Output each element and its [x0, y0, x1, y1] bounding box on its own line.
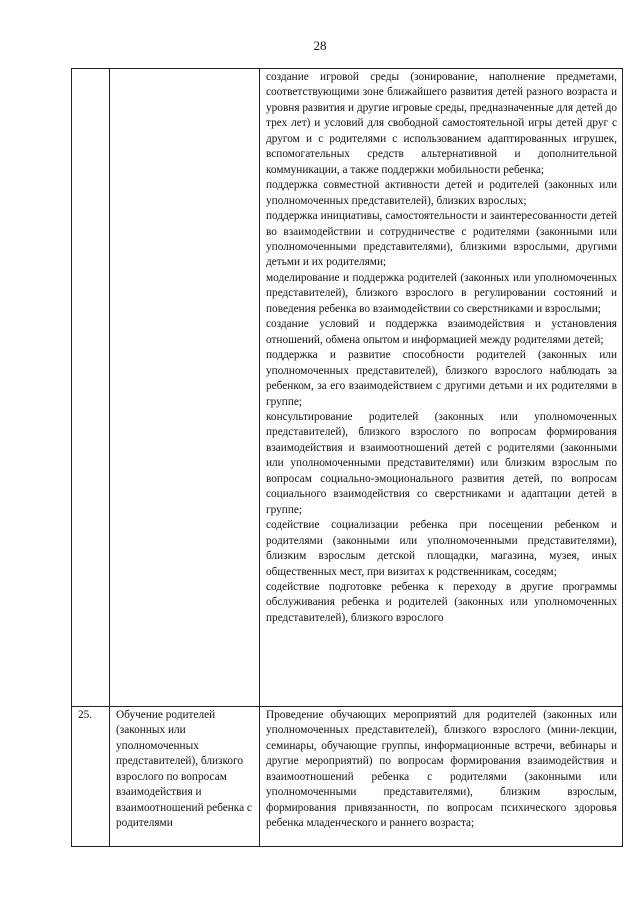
row-text-cell: [260, 707, 623, 847]
table-row: [72, 69, 623, 707]
row-name: [110, 69, 259, 70]
paragraph: консультирование родителей (законных или уполномоченных представителей), близкого взрослого по вопросам формирования взаимодействия и взаимоотношений детей с родителями (законными или уполномоченными представителями) или близким взрослым по вопросам социально-эмоционального развития детей, по вопросам социального взаимодействия со сверстниками и адаптации детей в группе;: [266, 410, 617, 516]
paragraph: поддержка совместной активности детей и родителей (законных или уполномоченных представителей), близких взрослых;: [266, 179, 617, 207]
row-text-cell: [260, 69, 623, 707]
row-number-cell: [72, 707, 110, 847]
services-table: [71, 68, 623, 847]
row-name-cell: [110, 707, 260, 847]
paragraph: создание условий и поддержка взаимодействия и установления отношений, обмена опытом и информацией между родителями детей;: [266, 318, 617, 346]
row-number-cell: [72, 69, 110, 707]
row-number: 25.: [78, 709, 93, 721]
paragraph: создание игровой среды (зонирование, наполнение предметами, соответствующими зоне ближайшего развития детей разного возраста и уровня развития и другие игровые среды, предназначенные для детей до трех лет) и условий для свободной самостоятельной игры детей друг с другом и с родителями с использованием адаптированных игрушек, вспомогательных средств альтернативной и дополнительной коммуникации, а также поддержки мобильности ребенка;: [266, 71, 617, 176]
paragraph: Проведение обучающих мероприятий для родителей (законных или уполномоченных представителей), близкого взрослого (мини-лекции, семинары, обучающие группы, информационные встречи, вебинары и другие мероприятий) по вопросам формирования взаимодействия и взаимоотношений ребенка с родителями (законными или уполномоченными представителями), близким взрослым, формирования привязанности, по вопросам психического здоровья ребенка младенческого и раннего возраста;: [266, 709, 617, 830]
page-number: 28: [313, 38, 327, 53]
paragraph: поддержка и развитие способности родителей (законных или уполномоченных представителей), близкого взрослого наблюдать за ребенком, за его взаимодействием с другими детьми и их родителями в группе;: [266, 349, 617, 408]
paragraph: содействие социализации ребенка при посещении ребенком и родителями (законными или уполномоченными представителями), близким взрослым детской площадки, магазина, музея, иных общественных мест, при визитах к родственникам, соседям;: [266, 519, 617, 578]
table-row: [72, 707, 623, 847]
paragraph: моделирование и поддержка родителей (законных или уполномоченных представителей), близкого взрослого в регулировании состояний и поведения ребенка во взаимодействии со сверстниками и взрослыми;: [266, 271, 617, 315]
row-name: Обучение родителей (законных или уполномоченных представителей), близкого взрослого по вопросам взаимодействия и взаимоотношений ребенка с родителями: [116, 709, 252, 830]
paragraph: содействие подготовке ребенка к переходу в другие программы обслуживания ребенка и родителей (законных или уполномоченных представителей), близкого взрослого: [266, 580, 617, 624]
paragraph: поддержка инициативы, самостоятельности и заинтересованности детей во взаимодействии и сотрудничестве с родителями (законными или уполномоченными представителями), близкими взрослыми, другими детьми и их родителями;: [266, 210, 617, 269]
row-name-cell: [110, 69, 260, 707]
row-number: [72, 69, 109, 70]
